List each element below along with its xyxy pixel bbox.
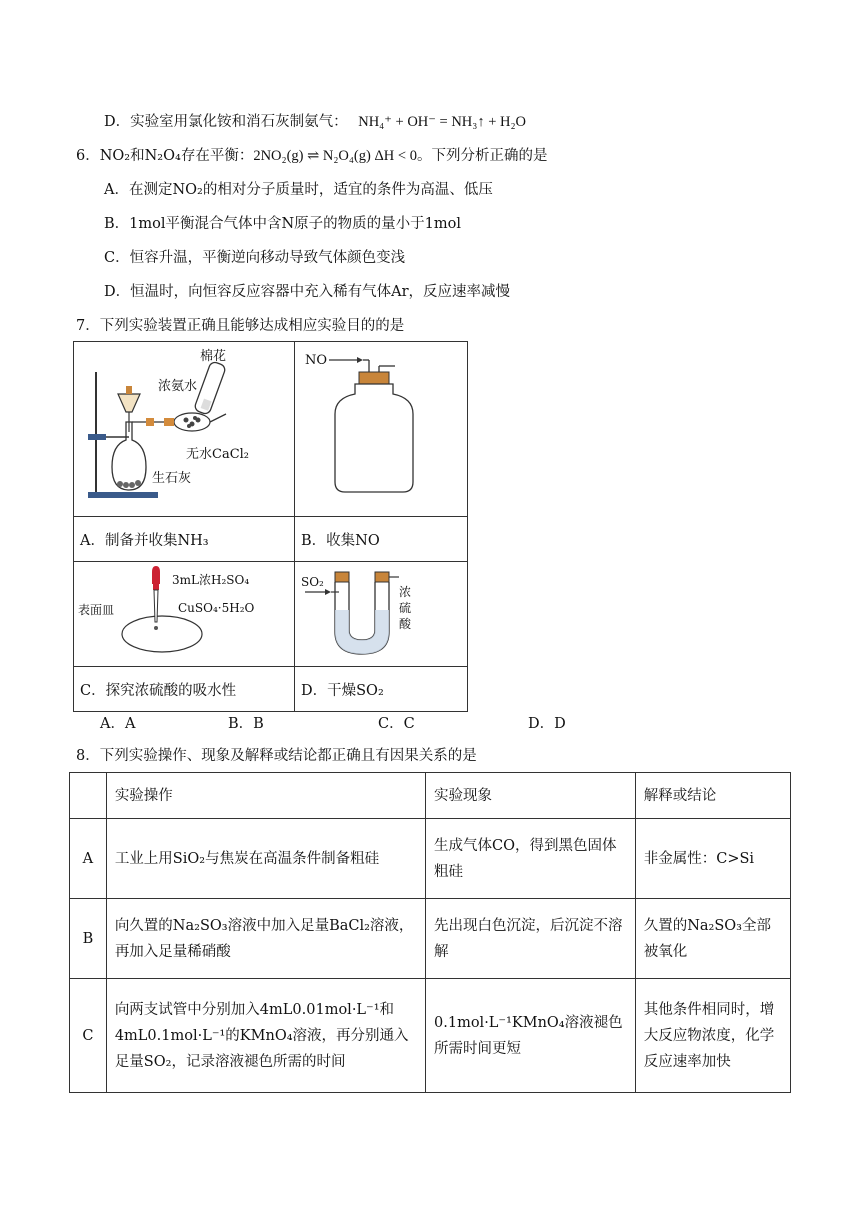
q7-caption-d: D．干燥SO₂ bbox=[295, 667, 468, 712]
q7-figure-d bbox=[295, 562, 468, 667]
label-watch-glass: 表面皿 bbox=[78, 603, 115, 617]
q6-option-d: D．恒温时，向恒容反应容器中充入稀有气体Ar，反应速率减慢 bbox=[104, 284, 511, 300]
q6-stem bbox=[76, 146, 547, 166]
row-id: C bbox=[70, 979, 107, 1093]
q7-figure-b bbox=[295, 342, 468, 517]
label-cuso4: CuSO₄·5H₂O bbox=[178, 601, 255, 615]
row-conclusion: 其他条件相同时，增大反应物浓度，化学反应速率加快 bbox=[635, 979, 790, 1093]
q7-answer-a: A．A bbox=[100, 716, 136, 732]
nh3-apparatus-diagram bbox=[74, 342, 294, 512]
row-id: B bbox=[70, 899, 107, 979]
q8-table bbox=[69, 772, 791, 1093]
q7-stem: 7．下列实验装置正确且能够达成相应实验目的的是 bbox=[76, 318, 405, 334]
header-empty bbox=[70, 773, 107, 819]
no-gas-bottle-diagram bbox=[295, 342, 467, 512]
row-phenomenon: 生成气体CO，得到黑色固体粗硅 bbox=[426, 819, 636, 899]
watch-glass-diagram bbox=[74, 562, 294, 662]
table-row bbox=[70, 819, 791, 899]
u-tube-diagram bbox=[295, 562, 467, 662]
q7-figure-table bbox=[73, 341, 468, 712]
label-quicklime: 生石灰 bbox=[152, 471, 192, 486]
label-cotton: 棉花 bbox=[200, 349, 227, 364]
row-phenomenon: 先出现白色沉淀，后沉淀不溶解 bbox=[426, 899, 636, 979]
row-phenomenon: 0.1mol·L⁻¹KMnO₄溶液褪色所需时间更短 bbox=[426, 979, 636, 1093]
q7-caption-a: A．制备并收集NH₃ bbox=[74, 517, 295, 562]
label-conc-2: 硫 bbox=[399, 601, 412, 615]
q6-stem-part1: NO₂和N₂O₄存在平衡： bbox=[99, 148, 254, 164]
q6-number: 6． bbox=[76, 148, 100, 164]
table-row bbox=[70, 979, 791, 1093]
label-conc-1: 浓 bbox=[399, 585, 412, 599]
header-phenomenon: 实验现象 bbox=[426, 773, 636, 819]
label-concentrated-ammonia: 浓氨水 bbox=[158, 379, 198, 394]
row-conclusion: 非金属性：C>Si bbox=[635, 819, 790, 899]
row-operation: 向两支试管中分别加入4mL0.01mol·L⁻¹和4mL0.1mol·L⁻¹的KMnO₄溶液，再分别通入足量SO₂，记录溶液褪色所需的时间 bbox=[106, 979, 425, 1093]
label-conc-3: 酸 bbox=[399, 617, 412, 631]
q7-answer-b: B．B bbox=[228, 716, 264, 732]
q5-option-d-equation: NH₄⁺ + OH⁻ = NH₃↑ + H₂O bbox=[358, 114, 527, 130]
q5-option-d-text: D．实验室用氯化铵和消石灰制氨气： bbox=[104, 114, 348, 130]
header-conclusion: 解释或结论 bbox=[635, 773, 790, 819]
row-id: A bbox=[70, 819, 107, 899]
q8-stem: 8．下列实验操作、现象及解释或结论都正确且有因果关系的是 bbox=[76, 748, 477, 764]
row-operation: 工业上用SiO₂与焦炭在高温条件制备粗硅 bbox=[106, 819, 425, 899]
q7-caption-b: B．收集NO bbox=[295, 517, 468, 562]
q7-caption-c: C．探究浓硫酸的吸水性 bbox=[74, 667, 295, 712]
q7-figure-a bbox=[74, 342, 295, 517]
q6-option-b: B．1mol平衡混合气体中含N原子的物质的量小于1mol bbox=[104, 216, 462, 232]
header-operation: 实验操作 bbox=[106, 773, 425, 819]
q7-figure-c bbox=[74, 562, 295, 667]
label-so2: SO₂ bbox=[301, 575, 324, 589]
q6-stem-part2: 。下列分析正确的是 bbox=[416, 148, 548, 164]
q6-option-a: A．在测定NO₂的相对分子质量时，适宜的条件为高温、低压 bbox=[104, 182, 493, 198]
label-anhydrous-cacl2: 无水CaCl₂ bbox=[186, 447, 250, 462]
q6-equilibrium-equation: 2NO₂(g) ⇌ N₂O₄(g) ΔH < 0 bbox=[253, 148, 417, 164]
row-operation: 向久置的Na₂SO₃溶液中加入足量BaCl₂溶液，再加入足量稀硝酸 bbox=[106, 899, 425, 979]
q6-option-c: C．恒容升温，平衡逆向移动导致气体颜色变浅 bbox=[104, 250, 406, 266]
label-no: NO bbox=[305, 353, 328, 368]
q7-answer-c: C．C bbox=[378, 716, 415, 732]
label-concentrated-h2so4: 3mL浓H₂SO₄ bbox=[172, 573, 250, 587]
q7-answer-d: D．D bbox=[528, 716, 566, 732]
row-conclusion: 久置的Na₂SO₃全部被氧化 bbox=[635, 899, 790, 979]
table-row bbox=[70, 899, 791, 979]
q5-option-d bbox=[104, 112, 526, 132]
